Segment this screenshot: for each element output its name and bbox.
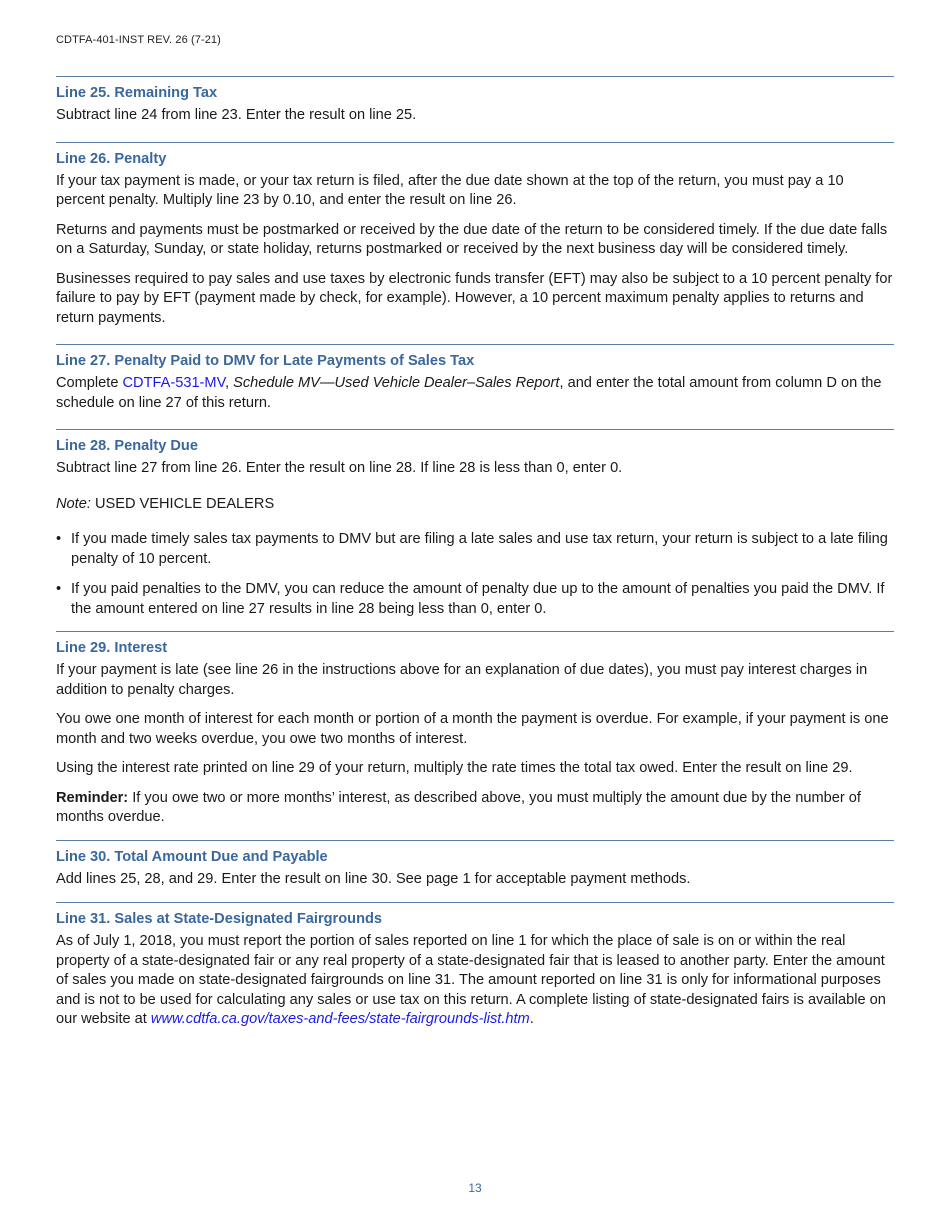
paragraph: [56, 932, 894, 1030]
text: , and enter the total amount from column D on the schedule on line 27 of this return.: [56, 375, 882, 411]
text: ,: [224, 375, 234, 391]
cdtfa-531-mv-link[interactable]: CDTFA-531-MV: [122, 375, 225, 391]
reminder-text: If you owe two or more months’ interest, as described above, you must multiply the amount due by the number of months overdue.: [56, 789, 861, 825]
reminder: [56, 789, 894, 828]
paragraph: Returns and payments must be postmarked or received by the due date of the return to be considered timely. If the due date falls on a Saturday, Sunday, or state holiday, returns postmarked or received by the next business day will be considered timely.: [56, 221, 888, 257]
section-title: Line 29. Interest: [56, 640, 168, 656]
text: Complete: [56, 375, 123, 391]
instructions-content: [56, 76, 894, 1042]
section-line-31: [56, 902, 894, 1030]
section-title: Line 26. Penalty: [56, 150, 167, 167]
paragraph: [56, 374, 894, 413]
paragraph: If your payment is late (see line 26 in the instructions above for an explanation of due dates), you must pay interest charges in addition to penalty charges.: [56, 662, 868, 698]
section-line-26: [56, 142, 894, 329]
note: [56, 495, 894, 515]
form-id-header: CDTFA-401-INST REV. 26 (7-21): [56, 34, 221, 46]
list-item: • If you paid penalties to the DMV, you can reduce the amount of penalty due up to the amount of penalties you paid the DMV. If the amount entered on line 27 results in line 28 being less than 0, enter 0.: [71, 580, 894, 619]
section-title: Line 27. Penalty Paid to DMV for Late Payments of Sales Tax: [56, 353, 475, 369]
section-line-29: [56, 631, 894, 828]
section-line-28: [56, 429, 894, 619]
paragraph: If your tax payment is made, or your tax return is filed, after the due date shown at the top of the return, you must pay a 10 percent penalty. Multiply line 23 by 0.10, and enter the result on line 26.: [56, 172, 844, 208]
section-line-27: [56, 344, 894, 413]
text: .: [529, 1011, 534, 1027]
section-line-25: [56, 76, 894, 126]
text: As of July 1, 2018, you must report the portion of sales reported on line 1 for which the place of sale is on or within the real property of a state-designated fair or any real property of a state-designated fair that is leased to another party. Enter the amount of sales you made on state-designated fairgrounds on line 31. The amount reported on line 31 is only for informational purposes and is not to be used for calculating any sales or use tax on this return. A complete listing of state-designated fairs is available on our website at: [56, 933, 886, 1027]
section-line-30: [56, 840, 894, 890]
note-label: Note:: [56, 495, 91, 512]
paragraph: Subtract line 27 from line 26. Enter the result on line 28. If line 28 is less than 0, enter 0.: [56, 460, 623, 476]
list-item: • If you made timely sales tax payments to DMV but are filing a late sales and use tax return, your return is subject to a late filing penalty of 10 percent.: [71, 530, 894, 569]
paragraph: Subtract line 24 from line 23. Enter the result on line 25.: [56, 107, 417, 123]
bullet-list: [56, 530, 894, 619]
reminder-label: Reminder:: [56, 789, 129, 806]
paragraph: Add lines 25, 28, and 29. Enter the result on line 30. See page 1 for acceptable payment methods.: [56, 870, 691, 887]
section-title: Line 25. Remaining Tax: [56, 85, 218, 101]
note-text: USED VEHICLE DEALERS: [90, 495, 275, 512]
paragraph: You owe one month of interest for each month or portion of a month the payment is overdue. For example, if your payment is one month and two weeks overdue, you owe two months of interest.: [56, 711, 889, 747]
schedule-title: Schedule MV—Used Vehicle Dealer–Sales Report: [233, 375, 560, 391]
section-title: Line 31. Sales at State-Designated Fairgrounds: [56, 911, 383, 927]
paragraph: Using the interest rate printed on line 29 of your return, multiply the rate times the total tax owed. Enter the result on line 29.: [56, 760, 853, 776]
paragraph: Businesses required to pay sales and use taxes by electronic funds transfer (EFT) may also be subject to a 10 percent penalty for failure to pay by EFT (payment made by check, for example). However, a 10 percent maximum penalty applies to returns and return payments.: [56, 270, 893, 326]
section-title: Line 28. Penalty Due: [56, 438, 198, 454]
section-title: Line 30. Total Amount Due and Payable: [56, 848, 328, 865]
fairgrounds-list-link[interactable]: www.cdtfa.ca.gov/taxes-and-fees/state-fairgrounds-list.htm: [150, 1011, 530, 1027]
page-number: 13: [468, 1181, 482, 1195]
